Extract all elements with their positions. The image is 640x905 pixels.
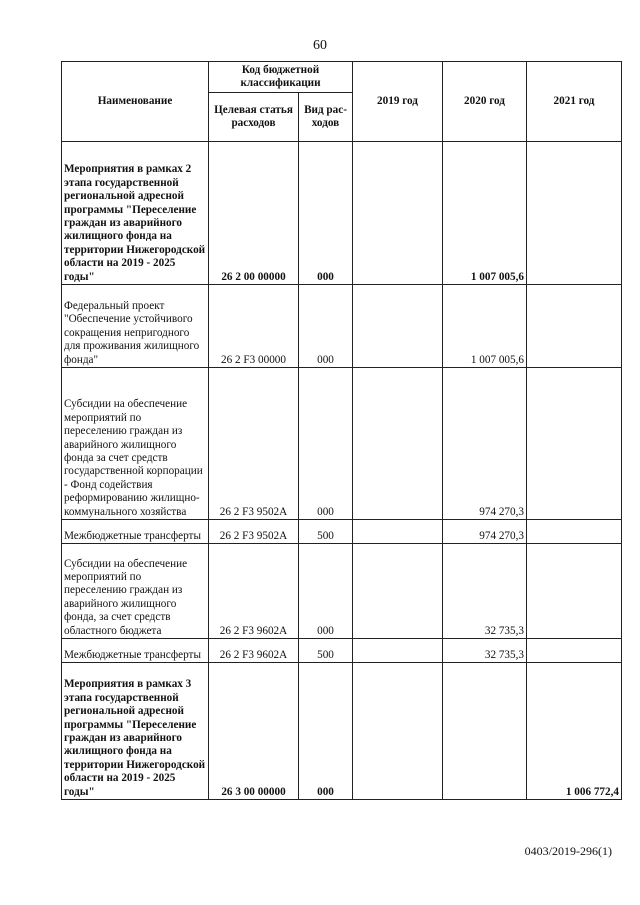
table-row — [62, 663, 622, 800]
name-cell: Субсидии на обеспечение мероприятий по переселению граждан из аварийного жилищного фонда за счет средств государственной корпорации - Фонд содействия реформированию жилищно-коммунального хозяйства — [62, 368, 209, 520]
target-article-cell: 26 2 F3 9602A — [209, 639, 299, 663]
expense-kind-cell: 500 — [299, 520, 353, 544]
amount-2021-cell — [527, 142, 622, 285]
budget-table — [61, 61, 622, 800]
expense-kind-cell: 500 — [299, 639, 353, 663]
target-article-cell: 26 2 F3 00000 — [209, 285, 299, 368]
amount-2019-cell — [353, 368, 443, 520]
header-name: Наименование — [62, 62, 209, 142]
expense-kind-cell: 000 — [299, 142, 353, 285]
table-row — [62, 544, 622, 639]
amount-2020-cell: 32 735,3 — [443, 639, 527, 663]
expense-kind-cell: 000 — [299, 544, 353, 639]
amount-2021-cell — [527, 285, 622, 368]
name-cell: Межбюджетные трансферты — [62, 639, 209, 663]
amount-2019-cell — [353, 544, 443, 639]
amount-2020-cell: 32 735,3 — [443, 544, 527, 639]
amount-2019-cell — [353, 142, 443, 285]
amount-2019-cell — [353, 639, 443, 663]
name-cell: Федеральный проект "Обеспечение устойчивого сокращения непригодного для проживания жилищного фонда" — [62, 285, 209, 368]
amount-2020-cell: 974 270,3 — [443, 520, 527, 544]
expense-kind-cell: 000 — [299, 368, 353, 520]
table-body — [62, 142, 622, 800]
table-row — [62, 520, 622, 544]
amount-2021-cell — [527, 639, 622, 663]
amount-2021-cell — [527, 368, 622, 520]
target-article-cell: 26 2 F3 9602A — [209, 544, 299, 639]
amount-2019-cell — [353, 663, 443, 800]
amount-2020-cell: 974 270,3 — [443, 368, 527, 520]
amount-2021-cell — [527, 520, 622, 544]
amount-2019-cell — [353, 520, 443, 544]
expense-kind-cell: 000 — [299, 285, 353, 368]
header-row-top — [62, 62, 622, 93]
document-code: 0403/2019-296(1) — [524, 844, 612, 858]
target-article-cell: 26 2 F3 9502A — [209, 520, 299, 544]
target-article-cell: 26 3 00 00000 — [209, 663, 299, 800]
amount-2019-cell — [353, 285, 443, 368]
amount-2020-cell: 1 007 005,6 — [443, 285, 527, 368]
table-row — [62, 142, 622, 285]
header-2021: 2021 год — [527, 62, 622, 142]
target-article-cell: 26 2 00 00000 — [209, 142, 299, 285]
header-target-article: Целевая статья расходов — [209, 93, 299, 142]
expense-kind-cell: 000 — [299, 663, 353, 800]
page-number: 60 — [313, 38, 327, 53]
name-cell: Межбюджетные трансферты — [62, 520, 209, 544]
name-cell: Мероприятия в рамках 3 этапа государственной региональной адресной программы "Переселение граждан из аварийного жилищного фонда на территории Нижегородской области на 2019 - 2025 годы" — [62, 663, 209, 800]
header-2020: 2020 год — [443, 62, 527, 142]
amount-2020-cell: 1 007 005,6 — [443, 142, 527, 285]
amount-2021-cell — [527, 544, 622, 639]
table-row — [62, 368, 622, 520]
table-row — [62, 639, 622, 663]
amount-2020-cell — [443, 663, 527, 800]
table-row — [62, 285, 622, 368]
header-kbk: Код бюджетной классификации — [209, 62, 353, 93]
target-article-cell: 26 2 F3 9502A — [209, 368, 299, 520]
name-cell: Субсидии на обеспечение мероприятий по переселению граждан из аварийного жилищного фонда, за счет средств областного бюджета — [62, 544, 209, 639]
header-expense-kind: Вид рас-ходов — [299, 93, 353, 142]
name-cell: Мероприятия в рамках 2 этапа государственной региональной адресной программы "Переселение граждан из аварийного жилищного фонда на территории Нижегородской области на 2019 - 2025 годы" — [62, 142, 209, 285]
amount-2021-cell: 1 006 772,4 — [527, 663, 622, 800]
header-2019: 2019 год — [353, 62, 443, 142]
